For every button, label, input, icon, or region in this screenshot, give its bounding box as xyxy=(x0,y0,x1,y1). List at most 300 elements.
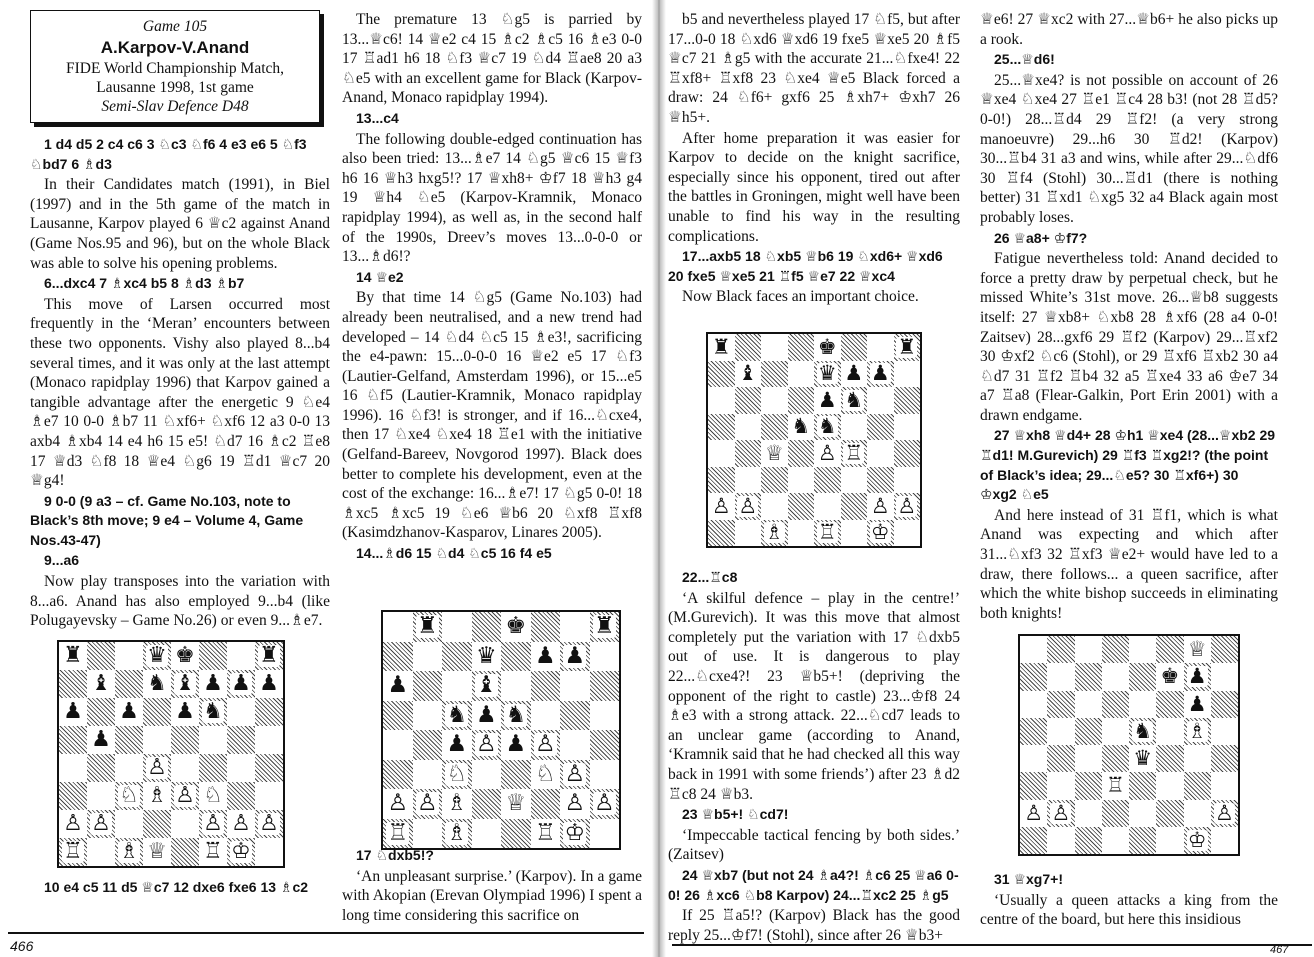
commentary-paragraph: The premature 13 ♘g5 is parried by 13...♕c6! 14 ♕e2 c4 15 ♗c2 ♗c5 16 ♗e3 0-0 17 ♖ad1 h6 18 ♘f3 ♕c7 19 ♘d4 ♖ae8 20 a3 ♘e5 with an excellent game for Black (Karpov-Anand, Monaco rapidplay 1994). xyxy=(342,11,642,107)
black-bishop-icon: ♝ xyxy=(91,671,111,696)
white-bishop-icon: ♗ xyxy=(446,790,468,817)
light-square xyxy=(59,810,87,838)
dark-square xyxy=(115,838,143,866)
light-square xyxy=(383,671,413,701)
dark-square xyxy=(590,730,620,760)
black-pawn-icon: ♟ xyxy=(63,699,83,724)
black-knight-icon: ♞ xyxy=(1133,718,1153,743)
black-pawn-icon: ♟ xyxy=(564,642,586,669)
white-knight-icon: ♘ xyxy=(203,783,223,808)
white-queen-icon: ♕ xyxy=(147,839,167,864)
light-square xyxy=(199,838,227,866)
dark-square xyxy=(199,642,227,670)
dark-square xyxy=(1156,800,1183,827)
light-square xyxy=(472,642,502,672)
dark-square xyxy=(1211,800,1238,827)
commentary-paragraph: b5 and nevertheless played 17 ♘f5, but after 17...0-0 18 ♘xd6 ♕xd6 19 fxe5 ♕xe5 20 ♗f5 ♕c7 21 ♗g5 with the accurate 21...♘fxe4! 22 ♖xf8+ ♖xf8 23 ♘xe4 ♕e5 Black forced a draw: 24 ♘f6+ gxf6 25 ♗xh7+ ♔xh7 26 ♕h5+. xyxy=(668,11,960,126)
light-square xyxy=(1184,636,1211,663)
light-square xyxy=(1184,691,1211,718)
light-square xyxy=(171,698,199,726)
dark-square xyxy=(1156,691,1183,718)
black-pawn-icon: ♟ xyxy=(231,671,251,696)
move-line: 27 ♕xh8 ♕d4+ 28 ♔h1 ♕xe4 (28...♕xb2 29 ♖d1! M.Gurevich) 29 ♖f3 ♖xg2!? (the point of Black’s idea; 29...♘e5? 30 ♖xf6+) 30 ♔xg2 ♘e5 xyxy=(980,427,1276,503)
light-square xyxy=(1047,827,1074,854)
commentary-paragraph: 25...♕xe4? is not possible on account of 26 ♕xe4 ♘xe4 27 ♖e1 ♖c4 28 b3! (not 28 ♖d5? 0-0!) 28...♖d4 29 ♖f2! (a very strong manoeuvre) 29...h6 30 ♖d2! (Karpov) 30...♖b4 31 a3 and wins, while after 29...♘df6 30 ♖f4 (Stohl) 30...♖d1 (there is nothing better) 31 ♖xd1 ♘xg5 32 a4 Black again most probably loses. xyxy=(980,71,1278,226)
commentary-paragraph: ‘Impeccable tactical fencing by both sides.’ (Zaitsev) xyxy=(668,826,960,864)
black-pawn-icon: ♟ xyxy=(505,731,527,758)
white-pawn-icon: ♙ xyxy=(534,731,556,758)
black-pawn-icon: ♟ xyxy=(119,699,139,724)
black-rook-icon: ♜ xyxy=(63,643,83,668)
light-square xyxy=(501,730,531,760)
light-square xyxy=(383,730,413,760)
dark-square xyxy=(1047,745,1074,772)
light-square xyxy=(867,440,894,467)
light-square xyxy=(87,838,115,866)
dark-square xyxy=(59,726,87,754)
light-square xyxy=(761,493,788,520)
dark-square xyxy=(472,671,502,701)
white-knight-icon: ♘ xyxy=(534,760,556,787)
black-knight-icon: ♞ xyxy=(446,701,468,728)
light-square xyxy=(115,642,143,670)
light-square xyxy=(708,493,735,520)
right-page-column-1 xyxy=(668,10,960,308)
commentary-paragraph: The following double-edged continuation has also been tried: 13...♗e7 14 ♘g5 ♕c6 15 ♕f3 h6 16 ♕h3 hxg5!? 17 ♕xh8+ ♔f7 18 ♕h3 g4 19 ♕h4 ♘e5 (Karpov-Kramnik, Monaco rapidplay 1994), as well as, in the second half of the 1990s, Dreev’s moves 13...0-0-0 or 13...♗d6!? xyxy=(342,130,642,266)
light-square xyxy=(735,361,762,388)
white-bishop-icon: ♗ xyxy=(1187,718,1207,743)
light-square xyxy=(413,760,443,790)
dark-square xyxy=(1075,663,1102,690)
commentary-paragraph: This move of Larsen occurred most frequently in the ‘Meran’ encounters between these two opponents. Vishy also played 8...b4 several times, and it was only at the last attempt (Monaco rapidplay 1996) that Karpov gained a tangible advantage after the energetic 9 ♘e4 ♗e7 10 0-0 ♗b7 11 ♘xf6+ ♘xf6 12 a3 0-0 13 axb4 ♗xb4 14 e4 h6 15 e5! ♘d7 16 ♗c2 ♖e8 17 ♕d3 ♘f8 18 ♕e4 ♘g6 19 ♖d1 ♕c7 20 ♕g4! xyxy=(30,295,330,490)
dark-square xyxy=(115,782,143,810)
dark-square xyxy=(894,440,921,467)
light-square xyxy=(735,414,762,441)
chess-diagram-3 xyxy=(706,332,922,548)
black-bishop-icon: ♝ xyxy=(475,672,497,699)
dark-square xyxy=(1075,718,1102,745)
black-queen-icon: ♛ xyxy=(1133,746,1153,771)
dark-square xyxy=(227,726,255,754)
light-square xyxy=(590,760,620,790)
light-square xyxy=(735,467,762,494)
dark-square xyxy=(501,642,531,672)
dark-square xyxy=(115,726,143,754)
light-square xyxy=(1020,691,1047,718)
light-square xyxy=(894,467,921,494)
dark-square xyxy=(1102,691,1129,718)
dark-square xyxy=(1184,772,1211,799)
light-square xyxy=(788,361,815,388)
dark-square xyxy=(1129,663,1156,690)
dark-square xyxy=(735,334,762,361)
white-king-icon: ♔ xyxy=(870,520,890,545)
dark-square xyxy=(87,754,115,782)
dark-square xyxy=(1047,691,1074,718)
light-square xyxy=(590,819,620,849)
chess-diagram-2 xyxy=(381,610,621,850)
dark-square xyxy=(590,612,620,642)
light-square xyxy=(788,520,815,547)
dark-square xyxy=(143,698,171,726)
light-square xyxy=(143,782,171,810)
dark-square xyxy=(501,701,531,731)
dark-square xyxy=(894,334,921,361)
light-square xyxy=(1156,663,1183,690)
commentary-paragraph: And here instead of 31 ♖f1, which is what Anand was expecting and which after 31...♘xf3 32 ♖xf3 ♕e2+ would have led to a draw, there follows... a queen sacrifice, after which the white bishop succeeds in eliminating both knights! xyxy=(980,506,1278,622)
light-square xyxy=(87,726,115,754)
light-square xyxy=(814,334,841,361)
light-square xyxy=(1156,718,1183,745)
chess-diagram-4 xyxy=(1018,634,1240,856)
commentary-paragraph: Now Black faces an important choice. xyxy=(682,288,919,306)
light-square xyxy=(788,467,815,494)
light-square xyxy=(735,520,762,547)
light-square xyxy=(1102,718,1129,745)
dark-square xyxy=(814,520,841,547)
white-pawn-icon: ♙ xyxy=(738,493,758,518)
white-pawn-icon: ♙ xyxy=(175,783,195,808)
move-line: 6...dxc4 7 ♗xc4 b5 8 ♗d3 ♗b7 xyxy=(44,275,245,292)
light-square xyxy=(761,334,788,361)
dark-square xyxy=(761,361,788,388)
dark-square xyxy=(413,671,443,701)
light-square xyxy=(531,701,561,731)
dark-square xyxy=(841,387,868,414)
dark-square xyxy=(171,838,199,866)
white-pawn-icon: ♙ xyxy=(259,811,279,836)
light-square xyxy=(894,361,921,388)
light-square xyxy=(143,670,171,698)
dark-square xyxy=(227,670,255,698)
light-square xyxy=(501,789,531,819)
dark-square xyxy=(708,467,735,494)
light-square xyxy=(413,642,443,672)
dark-square xyxy=(255,754,283,782)
white-pawn-icon: ♙ xyxy=(711,493,731,518)
light-square xyxy=(255,838,283,866)
white-pawn-icon: ♙ xyxy=(593,790,615,817)
light-square xyxy=(1211,663,1238,690)
dark-square xyxy=(1020,827,1047,854)
light-square xyxy=(143,838,171,866)
light-square xyxy=(442,789,472,819)
white-knight-icon: ♘ xyxy=(446,760,468,787)
move-line: 26 ♕a8+ ♔f7? xyxy=(994,229,1088,246)
light-square xyxy=(867,493,894,520)
white-pawn-icon: ♙ xyxy=(203,811,223,836)
move-line: 9...a6 xyxy=(44,552,80,569)
dark-square xyxy=(814,467,841,494)
light-square xyxy=(560,730,590,760)
white-rook-icon: ♖ xyxy=(817,520,837,545)
light-square xyxy=(1075,800,1102,827)
dark-square xyxy=(1211,745,1238,772)
light-square xyxy=(115,754,143,782)
white-pawn-icon: ♙ xyxy=(387,790,409,817)
light-square xyxy=(531,642,561,672)
white-king-icon: ♔ xyxy=(231,839,251,864)
light-square xyxy=(708,334,735,361)
light-square xyxy=(442,671,472,701)
light-square xyxy=(560,789,590,819)
white-bishop-icon: ♗ xyxy=(119,839,139,864)
light-square xyxy=(383,612,413,642)
dark-square xyxy=(383,760,413,790)
dark-square xyxy=(531,612,561,642)
dark-square xyxy=(413,612,443,642)
dark-square xyxy=(1047,636,1074,663)
white-king-icon: ♔ xyxy=(564,819,586,846)
board-grid xyxy=(708,334,920,546)
black-queen-icon: ♛ xyxy=(475,642,497,669)
black-pawn-icon: ♟ xyxy=(870,361,890,386)
dark-square xyxy=(143,810,171,838)
light-square xyxy=(413,701,443,731)
dark-square xyxy=(735,440,762,467)
dark-square xyxy=(1184,663,1211,690)
black-pawn-icon: ♟ xyxy=(203,671,223,696)
white-king-icon: ♔ xyxy=(1187,827,1207,852)
light-square xyxy=(761,387,788,414)
light-square xyxy=(255,782,283,810)
light-square xyxy=(115,810,143,838)
light-square xyxy=(143,726,171,754)
place-line: Lausanne 1998, 1st game xyxy=(96,79,254,96)
board-grid xyxy=(59,642,283,866)
dark-square xyxy=(867,361,894,388)
game-header-box xyxy=(30,10,320,123)
chess-diagram-1 xyxy=(57,640,285,868)
event-line: FIDE World Championship Match, xyxy=(65,60,285,77)
dark-square xyxy=(199,754,227,782)
dark-square xyxy=(87,810,115,838)
light-square xyxy=(87,782,115,810)
commentary-paragraph: By that time 14 ♘g5 (Game No.103) had already been neutralised, and a new trend had developed – 14 ♘d4 ♘c5 15 ♗e3!, sacrificing the e4-pawn: 15...0-0-0 16 ♕e2 e5 17 ♘f3 (Lautier-Gelfand, Amsterdam 1996), or 15...e5 16 ♘f5 (Lautier-Kramnik, Monaco rapidplay 1996). 16 ♘f3! is stronger, and if 16...♘cxe4, then 17 ♘xe4 ♘xe4 18 ♖e1 with the initiative (Gelfand-Bareev, Novgorod 1997). Black does better to complete his development, even at the cost of the exchange: 16...♗e7! 17 ♘g5 0-0! 18 ♗xc5 ♗xc5 19 ♘e6 ♕b6 20 ♘xf8 ♖xf8 (Kasimdzhanov-Kasparov, Linares 2005). xyxy=(342,289,642,542)
dark-square xyxy=(788,493,815,520)
light-square xyxy=(814,440,841,467)
dark-square xyxy=(1102,800,1129,827)
dark-square xyxy=(1156,745,1183,772)
light-square xyxy=(171,810,199,838)
white-pawn-icon: ♙ xyxy=(1024,800,1044,825)
dark-square xyxy=(1020,718,1047,745)
white-pawn-icon: ♙ xyxy=(91,811,111,836)
light-square xyxy=(841,414,868,441)
black-pawn-icon: ♟ xyxy=(817,387,837,412)
right-page-column-1-tail xyxy=(668,568,960,946)
light-square xyxy=(227,642,255,670)
white-pawn-icon: ♙ xyxy=(475,731,497,758)
black-knight-icon: ♞ xyxy=(844,387,864,412)
dark-square xyxy=(59,670,87,698)
dark-square xyxy=(814,414,841,441)
dark-square xyxy=(531,671,561,701)
dark-square xyxy=(1102,745,1129,772)
dark-square xyxy=(383,819,413,849)
dark-square xyxy=(788,334,815,361)
footer-rule-left xyxy=(8,932,644,934)
black-pawn-icon: ♟ xyxy=(446,731,468,758)
dark-square xyxy=(560,701,590,731)
black-bishop-icon: ♝ xyxy=(738,361,758,386)
dark-square xyxy=(590,671,620,701)
black-pawn-icon: ♟ xyxy=(1187,664,1207,689)
opening-line: Semi-Slav Defence D48 xyxy=(101,98,249,115)
white-pawn-icon: ♙ xyxy=(564,760,586,787)
move-line: 23 ♕b5+! ♘cd7! xyxy=(682,806,789,823)
left-page-column-1-tail xyxy=(30,878,330,899)
dark-square xyxy=(708,520,735,547)
black-pawn-icon: ♟ xyxy=(259,671,279,696)
dark-square xyxy=(1129,772,1156,799)
dark-square xyxy=(442,642,472,672)
dark-square xyxy=(1102,636,1129,663)
white-queen-icon: ♕ xyxy=(505,790,527,817)
dark-square xyxy=(841,334,868,361)
commentary-paragraph: In their Candidates match (1991), in Biel (1997) and in the 5th game of the match in Lausanne, Karpov played 6 ♕c2 against Anand (Game Nos.95 and 96), but on the whole Black was able to solve his opening problems. xyxy=(30,176,330,272)
white-pawn-icon: ♙ xyxy=(1214,800,1234,825)
dark-square xyxy=(199,810,227,838)
dark-square xyxy=(1211,636,1238,663)
light-square xyxy=(1020,800,1047,827)
light-square xyxy=(894,414,921,441)
white-pawn-icon: ♙ xyxy=(817,440,837,465)
white-knight-icon: ♘ xyxy=(119,783,139,808)
dark-square xyxy=(227,838,255,866)
light-square xyxy=(1047,663,1074,690)
dark-square xyxy=(171,726,199,754)
black-king-icon: ♚ xyxy=(175,643,195,668)
dark-square xyxy=(171,670,199,698)
dark-square xyxy=(560,642,590,672)
dark-square xyxy=(708,414,735,441)
light-square xyxy=(1102,663,1129,690)
black-rook-icon: ♜ xyxy=(416,613,438,640)
light-square xyxy=(199,782,227,810)
black-pawn-icon: ♟ xyxy=(91,727,111,752)
black-king-icon: ♚ xyxy=(817,334,837,359)
dark-square xyxy=(442,819,472,849)
white-rook-icon: ♖ xyxy=(1105,773,1125,798)
light-square xyxy=(59,642,87,670)
light-square xyxy=(383,789,413,819)
dark-square xyxy=(199,698,227,726)
dark-square xyxy=(255,698,283,726)
light-square xyxy=(1211,827,1238,854)
dark-square xyxy=(841,493,868,520)
light-square xyxy=(814,493,841,520)
commentary-paragraph: Fatigue nevertheless told: Anand decided to force a pretty draw by perpetual check, but he missed White’s 31st move. 26...♕b8 suggests itself: 27 ♕xb8+ ♘xb8 28 ♗xf6 (28 a4 0-0! Zaitsev) 28...gxf6 29 ♖f2 (Karpov) 29...♖xf2 30 ♔xf2 ♘c6 (Stohl), or 29 ♖xf6 ♖xb2 30 a4 ♘d7 31 ♖f2 ♖b4 32 a5 ♖xe4 33 a6 ♔e7 34 a7 ♖a8 (Flear-Galkin, Port Erin 2001) with a drawn endgame. xyxy=(980,250,1278,424)
commentary-paragraph: Now play transposes into the variation with 8...a6. Anand has also employed 9...b4 (like Polugayevsky – Game No.26) or even 9...♗e7. xyxy=(30,573,330,630)
move-line: 31 ♕xg7+! xyxy=(994,871,1063,887)
dark-square xyxy=(87,698,115,726)
light-square xyxy=(1129,636,1156,663)
light-square xyxy=(1075,745,1102,772)
light-square xyxy=(560,671,590,701)
dark-square xyxy=(143,642,171,670)
light-square xyxy=(413,819,443,849)
light-square xyxy=(894,520,921,547)
white-rook-icon: ♖ xyxy=(63,839,83,864)
dark-square xyxy=(501,760,531,790)
dark-square xyxy=(867,520,894,547)
move-line: 17 ♘dxb5!? xyxy=(356,847,434,863)
dark-square xyxy=(761,520,788,547)
dark-square xyxy=(59,838,87,866)
light-square xyxy=(867,387,894,414)
white-pawn-icon: ♙ xyxy=(416,790,438,817)
right-page-column-2 xyxy=(980,10,1278,624)
light-square xyxy=(255,726,283,754)
light-square xyxy=(59,698,87,726)
dark-square xyxy=(115,670,143,698)
move-line: 1 d4 d5 2 c4 c6 3 ♘c3 ♘f6 4 e3 e6 5 ♘f3 ♘bd7 6 ♗d3 xyxy=(30,136,307,172)
light-square xyxy=(1020,636,1047,663)
dark-square xyxy=(1184,827,1211,854)
dark-square xyxy=(1156,636,1183,663)
light-square xyxy=(841,467,868,494)
dark-square xyxy=(560,819,590,849)
black-pawn-icon: ♟ xyxy=(475,701,497,728)
light-square xyxy=(1102,772,1129,799)
dark-square xyxy=(227,782,255,810)
light-square xyxy=(841,520,868,547)
dark-square xyxy=(472,730,502,760)
left-page-column-2-tail xyxy=(342,846,642,926)
light-square xyxy=(560,612,590,642)
light-square xyxy=(761,440,788,467)
white-pawn-icon: ♙ xyxy=(870,493,890,518)
page-number-right: 467 xyxy=(1270,944,1289,956)
dark-square xyxy=(171,782,199,810)
light-square xyxy=(531,760,561,790)
light-square xyxy=(227,754,255,782)
black-rook-icon: ♜ xyxy=(593,613,615,640)
black-knight-icon: ♞ xyxy=(147,671,167,696)
dark-square xyxy=(894,493,921,520)
black-queen-icon: ♛ xyxy=(817,361,837,386)
light-square xyxy=(472,760,502,790)
black-knight-icon: ♞ xyxy=(817,414,837,439)
white-queen-icon: ♕ xyxy=(764,440,784,465)
light-square xyxy=(708,440,735,467)
dark-square xyxy=(472,789,502,819)
white-pawn-icon: ♙ xyxy=(897,493,917,518)
dark-square xyxy=(1129,827,1156,854)
dark-square xyxy=(413,730,443,760)
dark-square xyxy=(501,819,531,849)
light-square xyxy=(1184,800,1211,827)
dark-square xyxy=(1047,800,1074,827)
light-square xyxy=(1156,827,1183,854)
players-title: A.Karpov-V.Anand xyxy=(100,38,250,57)
light-square xyxy=(1020,745,1047,772)
black-pawn-icon: ♟ xyxy=(175,699,195,724)
light-square xyxy=(1211,772,1238,799)
black-knight-icon: ♞ xyxy=(791,414,811,439)
black-rook-icon: ♜ xyxy=(711,334,731,359)
light-square xyxy=(171,754,199,782)
white-bishop-icon: ♗ xyxy=(147,783,167,808)
light-square xyxy=(199,670,227,698)
light-square xyxy=(255,670,283,698)
right-page-column-2-tail xyxy=(980,870,1278,931)
light-square xyxy=(227,810,255,838)
black-rook-icon: ♜ xyxy=(897,334,917,359)
commentary-paragraph: ‘Usually a queen attacks a king from the centre of the board, but here this insidious xyxy=(980,891,1278,929)
dark-square xyxy=(255,810,283,838)
